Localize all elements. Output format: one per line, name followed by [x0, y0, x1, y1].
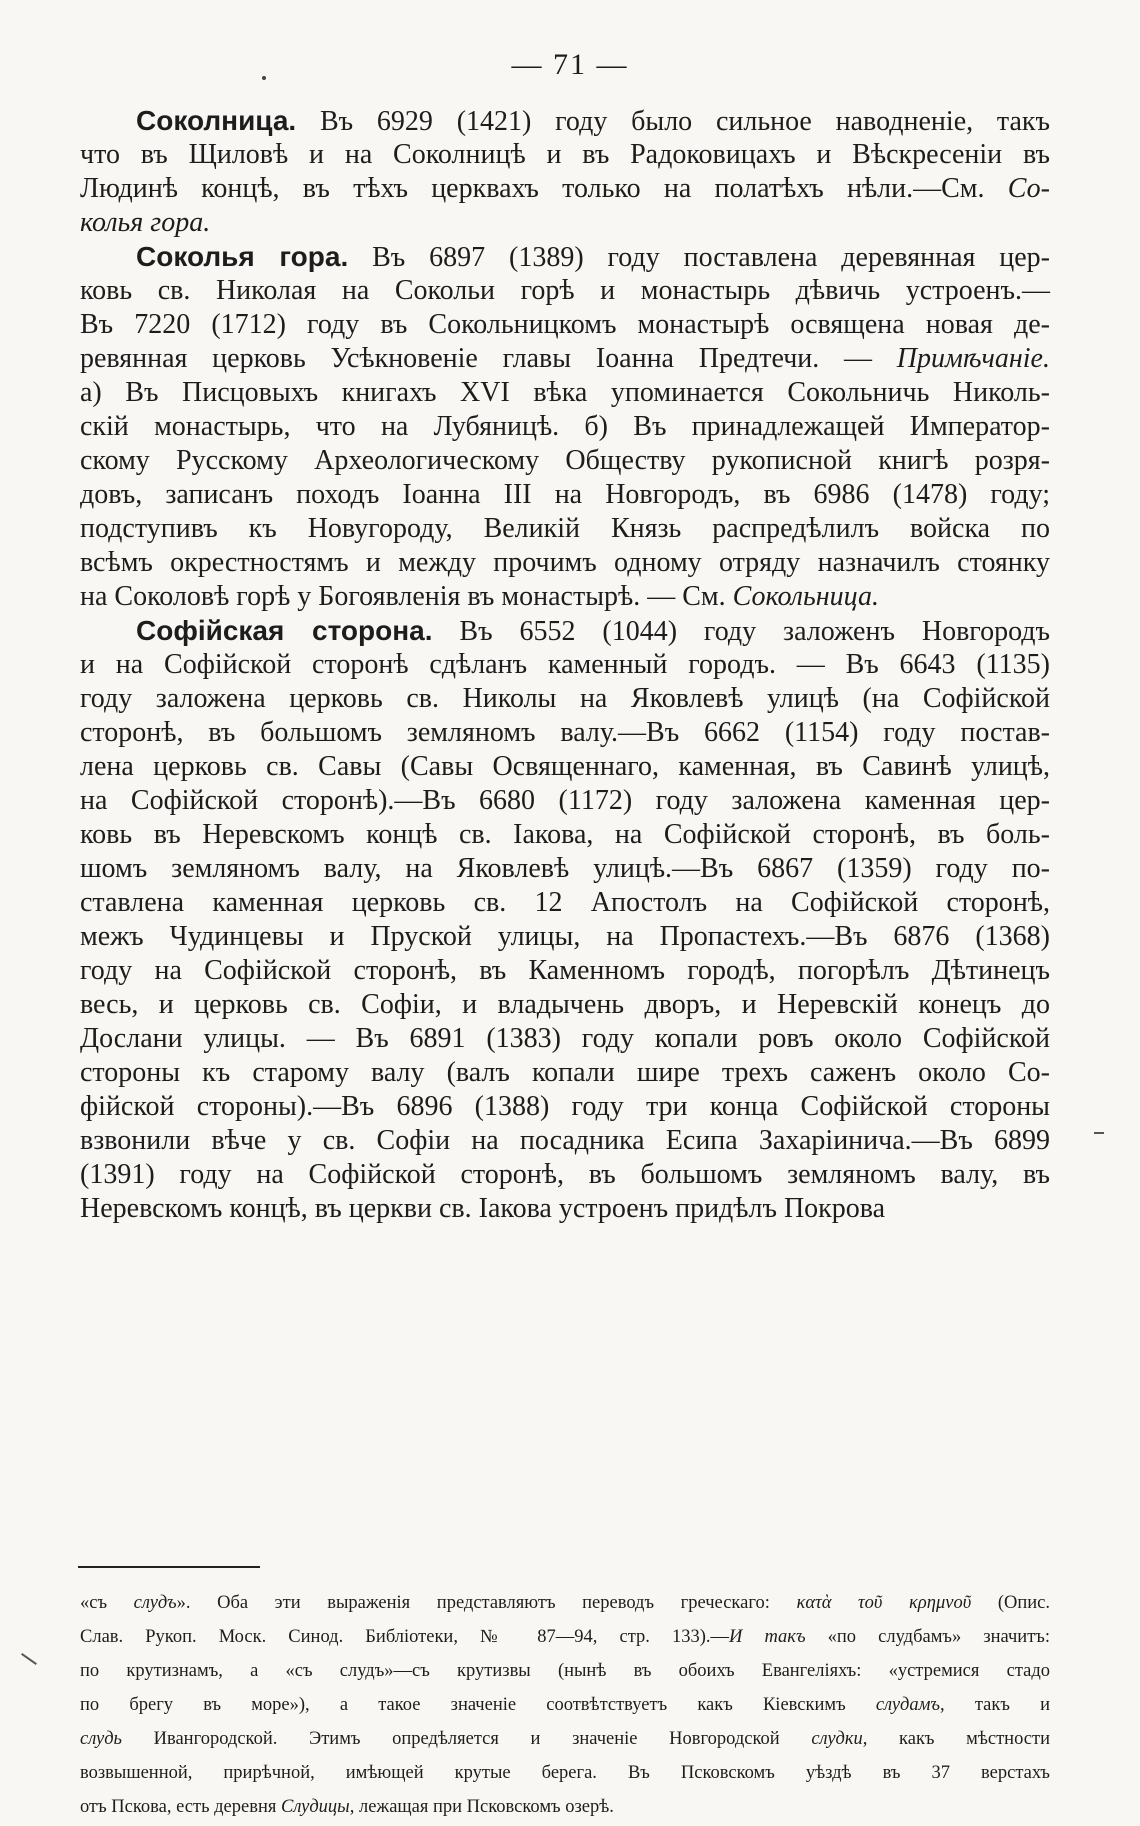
italic-run: слудамъ [875, 1695, 941, 1715]
text-run: Въ 7220 (1712) году въ Сокольницкомъ монастырѣ освящена новая де- [80, 309, 1050, 340]
footnote-line [80, 1792, 1050, 1826]
text-line [80, 308, 1050, 342]
italic-run: слудки [811, 1729, 863, 1749]
text-run: шомъ земляномъ валу, на Яковлевѣ улицѣ.—Въ 6867 (1359) году по- [80, 853, 1050, 884]
text-line [80, 546, 1050, 580]
text-run: «съ [80, 1593, 134, 1613]
italic-run: И такъ [729, 1627, 806, 1647]
text-line [80, 614, 1050, 648]
text-run: межъ Чудинцевы и Пруской улицы, на Пропастехъ.—Въ 6876 (1368) [80, 921, 1050, 952]
text-line [80, 1090, 1050, 1124]
text-line [80, 172, 1050, 206]
text-line [80, 512, 1050, 546]
text-line [80, 478, 1050, 512]
italic-run: слудъ [133, 1593, 177, 1613]
text-run: , такъ и [940, 1695, 1050, 1715]
footnote-line [80, 1724, 1050, 1758]
text-run: Слав. Рукоп. Моск. Синод. Библіотеки, № 87—94, стр. 133).— [80, 1627, 730, 1647]
text-run: фійской стороны).—Въ 6896 (1388) году три конца Софійской стороны [80, 1091, 1050, 1122]
text-run: лена церковь св. Савы (Савы Освященнаго, каменная, въ Савинѣ улицѣ, [80, 751, 1050, 782]
footnote-line [80, 1758, 1050, 1792]
text-run: году заложена церковь св. Николы на Яковлевѣ улицѣ (на Софійской [80, 683, 1050, 714]
text-run: ». Оба эти выраженія представляютъ переводъ греческаго: [176, 1593, 797, 1613]
text-run: Въ 6897 (1389) году поставлена деревянная цер- [348, 242, 1050, 273]
footnote-text [80, 1588, 1050, 1826]
text-line [80, 1158, 1050, 1192]
text-run: по брегу въ море»), а такое значеніе соотвѣтствуетъ какъ Кіевскимъ [80, 1695, 876, 1715]
italic-run: Сокольница. [732, 581, 879, 612]
text-line [80, 1022, 1050, 1056]
text-run: году на Софійской сторонѣ, въ Каменномъ городѣ, погорѣлъ Дѣтинецъ [80, 955, 1050, 986]
text-run: , лежащая при Псковскомъ озерѣ. [349, 1797, 614, 1817]
text-line [80, 580, 1050, 614]
text-run: сторонѣ, въ большомъ земляномъ валу.—Въ 6662 (1154) году постав- [80, 717, 1050, 748]
text-run: , какъ мѣстности [862, 1729, 1050, 1749]
italic-run: Слудицы [281, 1797, 350, 1817]
text-line [80, 750, 1050, 784]
text-line [80, 648, 1050, 682]
italic-run: κατὰ τοῦ κρημνοῦ [796, 1593, 972, 1613]
entry-heading: Соколница. [136, 105, 297, 136]
text-run: Дослани улицы. — Въ 6891 (1383) году копали ровъ около Софійской [80, 1023, 1050, 1054]
entry-heading: Соколья гора. [136, 241, 349, 272]
text-line [80, 784, 1050, 818]
footnote-line [80, 1588, 1050, 1622]
text-run: «по слудбамъ» значитъ: [805, 1627, 1051, 1647]
text-run: ковь св. Николая на Сокольи горѣ и монастырь дѣвичь устроенъ.— [80, 275, 1050, 306]
text-line [80, 240, 1050, 274]
text-line [80, 682, 1050, 716]
italic-run: колья гора. [80, 207, 211, 238]
text-run: подступивъ къ Новугороду, Великій Князь распредѣлилъ войска по [80, 513, 1050, 544]
italic-run: Примѣчаніе. [896, 343, 1050, 374]
italic-run: Со- [1007, 173, 1050, 204]
text-line [80, 852, 1050, 886]
text-line [80, 274, 1050, 308]
text-line [80, 818, 1050, 852]
text-run: скій монастырь, что на Лубяницѣ. б) Въ принадлежащей Император- [80, 411, 1050, 442]
stray-mark-dash [1094, 1132, 1104, 1134]
text-line [80, 376, 1050, 410]
italic-run: слудь [80, 1729, 122, 1749]
footnote-line [80, 1656, 1050, 1690]
text-run: отъ Пскова, есть деревня [80, 1797, 281, 1817]
text-run: возвышенной, прирѣчной, имѣющей крутые берега. Въ Псковскомъ уѣздѣ въ 37 верстахъ [80, 1763, 1050, 1783]
stray-mark-slash [21, 1653, 37, 1665]
text-run: а) Въ Писцовыхъ книгахъ XVI вѣка упоминается Сокольничь Николь- [80, 377, 1050, 408]
text-run: что въ Щиловѣ и на Соколницѣ и въ Радоковицахъ и Вѣскресеніи въ [80, 139, 1050, 170]
footnote-rule [78, 1566, 260, 1568]
text-line [80, 988, 1050, 1022]
page-number: — 71 — [511, 48, 629, 81]
text-run: весь, и церковь св. Софіи, и владычень дворъ, и Неревскій конецъ до [80, 989, 1050, 1020]
text-line [80, 886, 1050, 920]
text-run: Въ 6929 (1421) году было сильное наводненіе, такъ [296, 106, 1050, 137]
text-run: взвонили вѣче у св. Софіи на посадника Есипа Захаріинича.—Въ 6899 [80, 1125, 1050, 1156]
main-text [80, 104, 1050, 1226]
text-line [80, 342, 1050, 376]
text-line [80, 920, 1050, 954]
text-run: стороны къ старому валу (валъ копали шире трехъ саженъ около Со- [80, 1057, 1050, 1088]
text-run: всѣмъ окрестностямъ и между прочимъ одному отряду назначилъ стоянку [80, 547, 1050, 578]
text-line [80, 444, 1050, 478]
text-run: по крутизнамъ, а «съ слудъ»—съ крутизвы (нынѣ въ обоихъ Евангеліяхъ: «устремися стадо [80, 1661, 1050, 1681]
text-run: Людинѣ концѣ, въ тѣхъ церквахъ только на полатѣхъ нѣли.—См. [80, 173, 1008, 204]
text-line [80, 1056, 1050, 1090]
text-run: (Опис. [971, 1593, 1050, 1613]
text-run: довъ, записанъ походъ Іоанна III на Новгородъ, въ 6986 (1478) году; [80, 479, 1050, 510]
text-line [80, 1192, 1050, 1226]
text-run: скому Русскому Археологическому Обществу рукописной книгѣ розря- [80, 445, 1050, 476]
footnote-line [80, 1622, 1050, 1656]
text-line [80, 138, 1050, 172]
text-line [80, 206, 1050, 240]
entry-heading: Софійская сторона. [136, 615, 433, 646]
text-line [80, 1124, 1050, 1158]
text-run: Въ 6552 (1044) году заложенъ Новгородъ [432, 616, 1050, 647]
text-run: ковь въ Неревскомъ концѣ св. Іакова, на Софійской сторонѣ, въ боль- [80, 819, 1050, 850]
text-run: на Софійской сторонѣ).—Въ 6680 (1172) году заложена каменная цер- [80, 785, 1050, 816]
text-line [80, 954, 1050, 988]
text-run: Ивангородской. Этимъ опредѣляется и значеніе Новгородской [121, 1729, 812, 1749]
text-run: на Соколовѣ горѣ у Богоявленія въ монастырѣ. — См. [80, 581, 733, 612]
text-run: Неревскомъ концѣ, въ церкви св. Іакова устроенъ придѣлъ Покрова [80, 1193, 886, 1224]
text-line [80, 104, 1050, 138]
footnote-line [80, 1690, 1050, 1724]
text-run: ревянная церковь Усѣкновеніе главы Іоанна Предтечи. — [80, 343, 897, 374]
text-run: (1391) году на Софійской сторонѣ, въ большомъ земляномъ валу, въ [80, 1159, 1050, 1190]
text-line [80, 410, 1050, 444]
text-run: ставлена каменная церковь св. 12 Апостолъ на Софійской сторонѣ, [80, 887, 1050, 918]
text-run: и на Софійской сторонѣ сдѣланъ каменный городъ. — Въ 6643 (1135) [80, 649, 1050, 680]
text-line [80, 716, 1050, 750]
